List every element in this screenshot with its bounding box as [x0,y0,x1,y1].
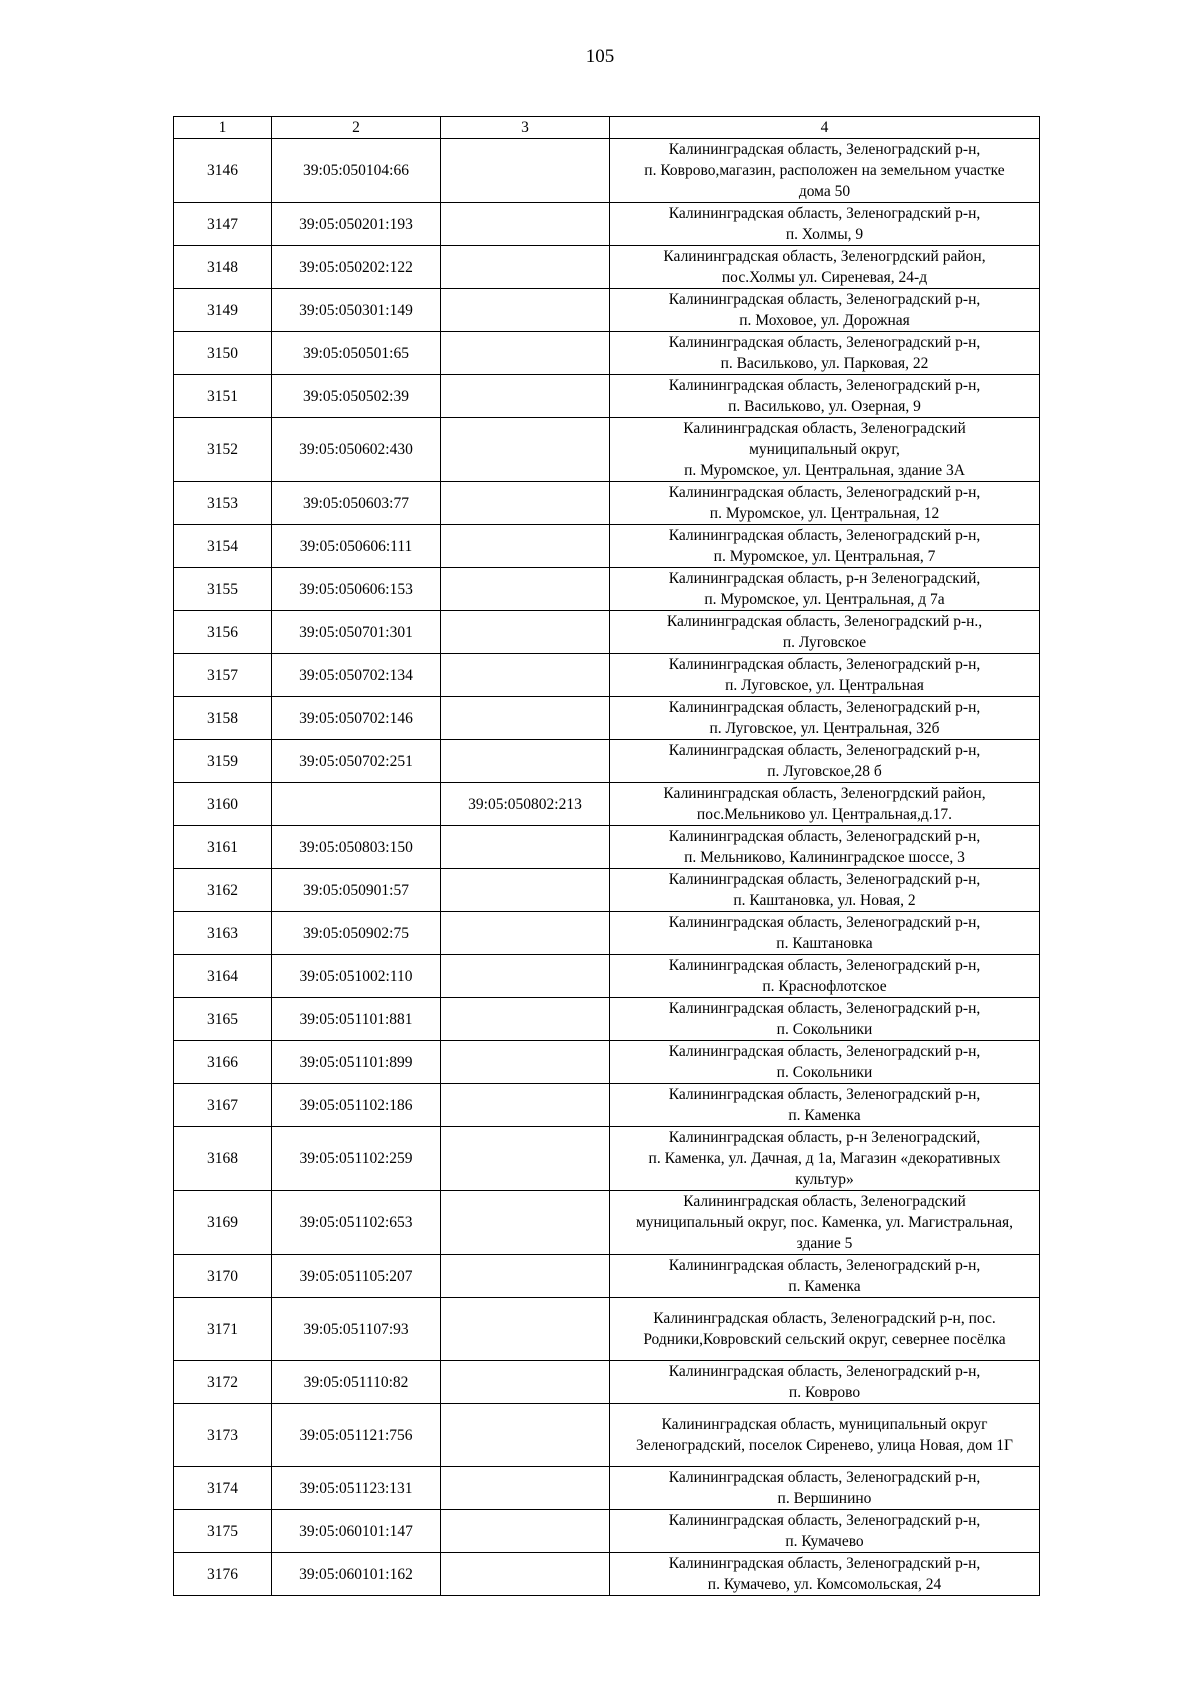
table-row [174,332,1040,375]
cadastral-number-cell: 39:05:051102:259 [272,1127,441,1191]
row-number-cell: 3175 [174,1510,272,1553]
address-line: Калининградская область, Зеленоградский р-н, [668,527,981,544]
address-cell [610,697,1040,740]
cadastral-number-alt-cell [441,1127,610,1191]
address-line: Калининградская область, Зеленоградский р-н, [668,957,981,974]
column-header-2: 2 [272,117,441,139]
address-line: Калининградская область, Зеленоградский р-н, [668,141,981,158]
address-line: Калининградская область, Зеленоградский р-н, [668,1363,981,1380]
address-line: Калининградская область, Зеленоградский р-н, [668,1469,981,1486]
address-line: Калининградская область, Зеленоградский р-н, [668,699,981,716]
cadastral-number-alt-cell [441,912,610,955]
cadastral-number-alt-cell [441,1298,610,1361]
row-number-cell: 3154 [174,525,272,568]
address-line: п. Каменка [788,1278,861,1295]
address-cell [610,1361,1040,1404]
row-number-cell: 3165 [174,998,272,1041]
column-header-3: 3 [441,117,610,139]
cadastral-number-alt-cell [441,740,610,783]
cadastral-number-alt-cell [441,611,610,654]
row-number-cell: 3149 [174,289,272,332]
cadastral-number-cell: 39:05:050702:134 [272,654,441,697]
address-line: Калининградская область, Зеленоградский р-н, [668,1043,981,1060]
cadastral-number-cell: 39:05:051102:653 [272,1191,441,1255]
address-cell [610,375,1040,418]
table-row [174,418,1040,482]
row-number-cell: 3168 [174,1127,272,1191]
address-line: п. Муромское, ул. Центральная, д 7а [704,591,945,608]
cadastral-number-cell: 39:05:050104:66 [272,139,441,203]
cadastral-number-cell: 39:05:051101:899 [272,1041,441,1084]
table-row [174,1467,1040,1510]
table-row [174,139,1040,203]
row-number-cell: 3159 [174,740,272,783]
row-number-cell: 3146 [174,139,272,203]
address-line: п. Муромское, ул. Центральная, 7 [713,548,936,565]
row-number-cell: 3164 [174,955,272,998]
address-cell [610,246,1040,289]
row-number-cell: 3161 [174,826,272,869]
cadastral-number-alt-cell [441,869,610,912]
cadastral-number-cell: 39:05:050202:122 [272,246,441,289]
address-line: п. Коврово,магазин, расположен на земельном участке [644,162,1005,179]
table-row [174,1191,1040,1255]
address-cell [610,1191,1040,1255]
address-line: Калининградская область, Зеленоградский р-н, [668,205,981,222]
table-row [174,1127,1040,1191]
row-number-cell: 3169 [174,1191,272,1255]
cadastral-number-cell: 39:05:050606:111 [272,525,441,568]
address-cell [610,139,1040,203]
cadastral-number-alt-cell [441,697,610,740]
cadastral-number-alt-cell [441,955,610,998]
table-row [174,375,1040,418]
cadastral-number-alt-cell [441,289,610,332]
table-row [174,525,1040,568]
table-row [174,289,1040,332]
address-cell [610,998,1040,1041]
address-line: п. Васильково, ул. Озерная, 9 [728,398,921,415]
address-line: п. Луговское [782,634,867,651]
address-line: Калининградская область, Зеленоградский р-н, [668,742,981,759]
cadastral-number-cell: 39:05:050602:430 [272,418,441,482]
cadastral-number-alt-cell [441,1510,610,1553]
address-line: пос.Мельниково ул. Центральная,д.17. [696,806,953,823]
table-body [174,139,1040,1596]
row-number-cell: 3148 [174,246,272,289]
address-line: Калининградская область, Зеленоградский р-н, [668,871,981,888]
address-line: п. Сокольники [776,1021,873,1038]
address-line: муниципальный округ, пос. Каменка, ул. Магистральная, [635,1214,1014,1231]
cadastral-number-cell: 39:05:051110:82 [272,1361,441,1404]
address-cell [610,1467,1040,1510]
table-row [174,740,1040,783]
address-cell [610,1127,1040,1191]
table-row [174,697,1040,740]
cadastral-number-cell: 39:05:050606:153 [272,568,441,611]
cadastral-number-cell: 39:05:050902:75 [272,912,441,955]
address-cell [610,912,1040,955]
row-number-cell: 3147 [174,203,272,246]
address-line: Калининградская область, Зеленоградский [683,1193,966,1210]
address-cell [610,611,1040,654]
cadastral-number-alt-cell [441,375,610,418]
cadastral-number-alt-cell [441,139,610,203]
cadastral-number-alt-cell [441,1084,610,1127]
cadastral-number-cell: 39:05:051123:131 [272,1467,441,1510]
address-cell [610,1404,1040,1467]
row-number-cell: 3174 [174,1467,272,1510]
address-line: Калининградская область, Зеленоградский р-н, [668,1086,981,1103]
table-row [174,654,1040,697]
table-row [174,1361,1040,1404]
cadastral-number-cell: 39:05:051105:207 [272,1255,441,1298]
header-row [174,117,1040,139]
cadastral-number-alt-cell [441,246,610,289]
address-cell [610,332,1040,375]
address-line: п. Холмы, 9 [785,226,864,243]
cadastral-number-cell: 39:05:051002:110 [272,955,441,998]
address-cell [610,869,1040,912]
cadastral-number-alt-cell [441,1041,610,1084]
address-cell [610,1084,1040,1127]
address-cell [610,482,1040,525]
address-line: дома 50 [798,183,851,200]
row-number-cell: 3158 [174,697,272,740]
table-row [174,568,1040,611]
address-line: Калининградская область, Зеленоградский р-н, [668,1257,981,1274]
cadastral-number-cell: 39:05:051121:756 [272,1404,441,1467]
cadastral-number-alt-cell [441,332,610,375]
address-line: Калининградская область, Зеленоградский р-н, пос. [653,1310,996,1327]
table-row [174,826,1040,869]
address-cell [610,740,1040,783]
cadastral-number-alt-cell [441,568,610,611]
address-cell [610,1510,1040,1553]
table-row [174,1553,1040,1596]
address-line: п. Каштановка [776,935,873,952]
address-line: Калининградская область, Зеленогрдский район, [663,785,986,802]
cadastral-number-cell: 39:05:050201:193 [272,203,441,246]
row-number-cell: 3151 [174,375,272,418]
row-number-cell: 3153 [174,482,272,525]
table-row [174,203,1040,246]
table-row [174,1404,1040,1467]
address-line: п. Кумачево, ул. Комсомольская, 24 [707,1576,942,1593]
address-line: Калининградская область, муниципальный округ [661,1416,988,1433]
address-line: Родники,Ковровский сельский округ, севернее посёлка [643,1331,1006,1348]
address-line: пос.Холмы ул. Сиреневая, 24-д [721,269,928,286]
address-line: Калининградская область, Зеленоградский р-н, [668,914,981,931]
address-line: п. Вершинино [777,1490,872,1507]
column-header-4: 4 [610,117,1040,139]
address-line: п. Каменка [788,1107,861,1124]
cadastral-number-cell: 39:05:050702:251 [272,740,441,783]
table-row [174,1084,1040,1127]
row-number-cell: 3171 [174,1298,272,1361]
address-line: Калининградская область, Зеленоградский р-н, [668,377,981,394]
table-row [174,1510,1040,1553]
row-number-cell: 3152 [174,418,272,482]
cadastral-number-alt-cell [441,1467,610,1510]
table-row [174,1298,1040,1361]
cadastral-number-alt-cell [441,1553,610,1596]
address-cell [610,525,1040,568]
address-line: Калининградская область, Зеленоградский р-н, [668,484,981,501]
cadastral-number-alt-cell [441,1361,610,1404]
cadastral-number-cell: 39:05:050501:65 [272,332,441,375]
address-line: Зеленоградский, поселок Сиренево, улица Новая, дом 1Г [635,1437,1014,1454]
table-row [174,1041,1040,1084]
cadastral-number-alt-cell [441,826,610,869]
address-line: Калининградская область, Зеленоградский р-н, [668,656,981,673]
cadastral-number-alt-cell [441,1191,610,1255]
row-number-cell: 3176 [174,1553,272,1596]
cadastral-number-alt-cell: 39:05:050802:213 [441,783,610,826]
cadastral-number-cell: 39:05:050701:301 [272,611,441,654]
row-number-cell: 3150 [174,332,272,375]
address-line: Калининградская область, р-н Зеленоградский, [668,570,981,587]
address-line: культур» [795,1171,854,1188]
cadastral-number-cell: 39:05:051107:93 [272,1298,441,1361]
address-line: здание 5 [796,1235,853,1252]
address-line: п. Моховое, ул. Дорожная [739,312,910,329]
address-line: п. Сокольники [776,1064,873,1081]
address-line: п. Каменка, ул. Дачная, д 1а, Магазин «декоративных [648,1150,1001,1167]
cadastral-number-alt-cell [441,203,610,246]
address-cell [610,1255,1040,1298]
cadastral-number-alt-cell [441,654,610,697]
address-line: муниципальный округ, [749,441,900,458]
address-cell [610,568,1040,611]
address-cell [610,1298,1040,1361]
address-line: Калининградская область, Зеленогрдский район, [663,248,986,265]
row-number-cell: 3156 [174,611,272,654]
table-header [174,117,1040,139]
cadastral-number-alt-cell [441,998,610,1041]
address-line: п. Каштановка, ул. Новая, 2 [733,892,916,909]
address-line: п. Луговское, ул. Центральная, 32б [709,720,940,737]
table-row [174,246,1040,289]
cadastral-number-cell: 39:05:060101:162 [272,1553,441,1596]
cadastral-number-cell: 39:05:050702:146 [272,697,441,740]
row-number-cell: 3167 [174,1084,272,1127]
cadastral-number-alt-cell [441,418,610,482]
row-number-cell: 3166 [174,1041,272,1084]
address-line: п. Васильково, ул. Парковая, 22 [720,355,929,372]
address-line: Калининградская область, Зеленоградский р-н, [668,1512,981,1529]
cadastral-number-cell: 39:05:050603:77 [272,482,441,525]
address-line: п. Краснофлотское [762,978,887,995]
cadastral-number-alt-cell [441,1404,610,1467]
address-cell [610,654,1040,697]
table-row [174,783,1040,826]
cadastral-number-cell: 39:05:051101:881 [272,998,441,1041]
row-number-cell: 3172 [174,1361,272,1404]
cadastral-number-cell: 39:05:050301:149 [272,289,441,332]
address-cell [610,418,1040,482]
address-cell [610,203,1040,246]
cadastral-number-cell: 39:05:050901:57 [272,869,441,912]
address-line: Калининградская область, Зеленоградский р-н, [668,291,981,308]
table-row [174,912,1040,955]
address-line: п. Мельниково, Калининградское шоссе, 3 [684,849,965,866]
page-number: 105 [585,46,615,67]
address-line: п. Луговское,28 б [767,763,882,780]
row-number-cell: 3160 [174,783,272,826]
address-cell [610,783,1040,826]
address-cell [610,826,1040,869]
address-line: Калининградская область, Зеленоградский р-н, [668,334,981,351]
address-line: п. Муромское, ул. Центральная, здание 3А [684,462,965,479]
cadastral-number-cell: 39:05:050803:150 [272,826,441,869]
address-line: Калининградская область, Зеленоградский р-н., [666,613,983,630]
row-number-cell: 3157 [174,654,272,697]
cadastral-number-alt-cell [441,525,610,568]
address-line: п. Коврово [788,1384,861,1401]
cadastral-number-cell [272,783,441,826]
cadastral-number-cell: 39:05:060101:147 [272,1510,441,1553]
row-number-cell: 3163 [174,912,272,955]
row-number-cell: 3155 [174,568,272,611]
address-cell [610,955,1040,998]
cadastral-number-cell: 39:05:050502:39 [272,375,441,418]
table-row [174,998,1040,1041]
row-number-cell: 3170 [174,1255,272,1298]
address-line: Калининградская область, Зеленоградский р-н, [668,1000,981,1017]
row-number-cell: 3173 [174,1404,272,1467]
cadastral-number-alt-cell [441,482,610,525]
address-cell [610,289,1040,332]
table-row [174,482,1040,525]
address-line: Калининградская область, Зеленоградский р-н, [668,828,981,845]
address-line: Калининградская область, Зеленоградский [683,420,966,437]
table-row [174,1255,1040,1298]
row-number-cell: 3162 [174,869,272,912]
address-line: п. Муромское, ул. Центральная, 12 [709,505,940,522]
cadastral-number-alt-cell [441,1255,610,1298]
table-row [174,869,1040,912]
address-cell [610,1553,1040,1596]
address-line: п. Луговское, ул. Центральная [725,677,924,694]
address-line: Калининградская область, Зеленоградский р-н, [668,1555,981,1572]
table-row [174,611,1040,654]
address-line: Калининградская область, р-н Зеленоградский, [668,1129,981,1146]
address-cell [610,1041,1040,1084]
table-row [174,955,1040,998]
address-line: п. Кумачево [785,1533,864,1550]
column-header-1: 1 [174,117,272,139]
registry-table [173,116,1040,1596]
cadastral-number-cell: 39:05:051102:186 [272,1084,441,1127]
